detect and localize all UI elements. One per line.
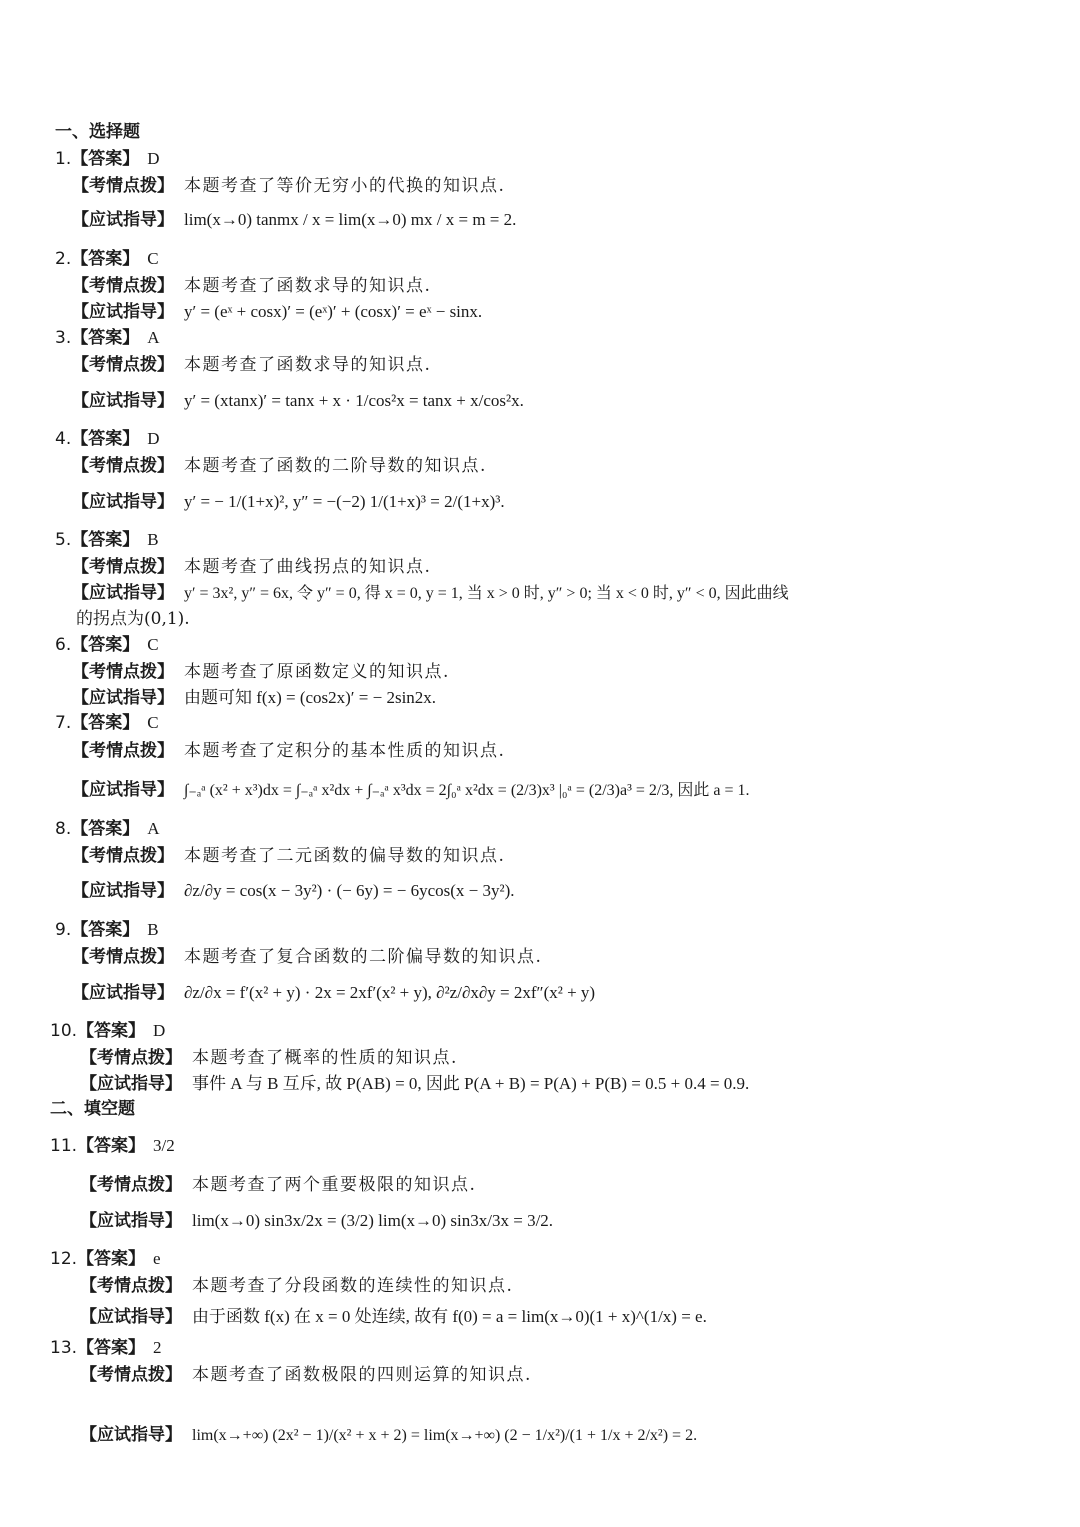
answer-label: 【答案】 (71, 713, 140, 733)
guide-line (72, 205, 516, 230)
guide-label: 【应试指导】 (72, 688, 174, 708)
question-number: 3. (55, 328, 72, 348)
guide-line (80, 1420, 697, 1445)
guide-formula: ∂z/∂x = f′(x² + y) · 2x = 2xf′(x² + y), ∂²z/∂x∂y = 2xf″(x² + y) (184, 983, 596, 1002)
guide-line (72, 978, 595, 1003)
answer-line (50, 1016, 165, 1041)
guide-formula: ∫₋ₐᵃ (x² + x³)dx = ∫₋ₐᵃ x²dx + ∫₋ₐᵃ x³dx = 2∫₀ᵃ x²dx = (2/3)x³ |₀ᵃ = (2/3)a³ = 2/3, 因此 a = 1. (184, 782, 750, 799)
point-line (72, 552, 431, 577)
question-number: 7. (55, 713, 72, 733)
answer-label: 【答案】 (71, 819, 140, 839)
point-line (80, 1043, 458, 1068)
answer-line (55, 424, 160, 449)
guide-formula: lim(x→+∞) (2x² − 1)/(x² + x + 2) = lim(x→+∞) (2 − 1/x²)/(1 + 1/x + 2/x²) = 2. (192, 1427, 698, 1444)
answer-line (50, 1131, 175, 1156)
point-line (72, 350, 431, 375)
point-text: 本题考查了复合函数的二阶偏导数的知识点. (184, 947, 543, 967)
section-title-choice: 一、选择题 (55, 122, 140, 142)
answer-value: B (147, 530, 159, 549)
question-number: 10. (50, 1021, 78, 1041)
answer-label: 【答案】 (71, 635, 140, 655)
point-line (72, 841, 505, 866)
point-line (80, 1360, 532, 1385)
guide-formula: lim(x→0) sin3x/2x = (3/2) lim(x→0) sin3x/3x = 3/2. (192, 1211, 554, 1230)
point-label: 【考情点拨】 (72, 662, 174, 682)
guide-label: 【应试指导】 (72, 302, 174, 322)
answer-line (55, 525, 159, 550)
answer-label: 【答案】 (77, 1021, 146, 1041)
question-number: 12. (50, 1249, 78, 1269)
question-number: 13. (50, 1338, 78, 1358)
guide-label: 【应试指导】 (72, 391, 174, 411)
point-line (72, 736, 505, 761)
answer-value: A (147, 328, 160, 347)
point-line (80, 1271, 513, 1296)
answer-label: 【答案】 (77, 1136, 146, 1156)
point-text: 本题考查了曲线拐点的知识点. (184, 557, 432, 577)
answer-value: D (147, 149, 160, 168)
answer-label: 【答案】 (71, 429, 140, 449)
answer-label: 【答案】 (71, 530, 140, 550)
answer-line (55, 814, 160, 839)
guide-line (72, 775, 750, 800)
answer-label: 【答案】 (77, 1338, 146, 1358)
guide-line (72, 578, 789, 603)
point-label: 【考情点拨】 (80, 1175, 182, 1195)
point-text: 本题考查了函数求导的知识点. (184, 276, 432, 296)
answer-label: 【答案】 (71, 249, 140, 269)
answer-label: 【答案】 (77, 1249, 146, 1269)
guide-line (72, 386, 524, 411)
question-number: 9. (55, 920, 72, 940)
point-text: 本题考查了概率的性质的知识点. (192, 1048, 458, 1068)
point-label: 【考情点拨】 (72, 456, 174, 476)
guide-label: 【应试指导】 (72, 210, 174, 230)
point-label: 【考情点拨】 (72, 947, 174, 967)
guide-label: 【应试指导】 (80, 1074, 182, 1094)
guide-label: 【应试指导】 (80, 1425, 182, 1445)
point-label: 【考情点拨】 (72, 846, 174, 866)
question-number: 6. (55, 635, 72, 655)
answer-label: 【答案】 (71, 328, 140, 348)
guide-formula: ∂z/∂y = cos(x − 3y²) · (− 6y) = − 6ycos(x − 3y²). (184, 881, 515, 900)
answer-line (55, 630, 159, 655)
guide-formula: y′ = (eˣ + cosx)′ = (eˣ)′ + (cosx)′ = eˣ − sinx. (184, 302, 483, 321)
point-text: 本题考查了函数求导的知识点. (184, 355, 432, 375)
question-number: 11. (50, 1136, 78, 1156)
answer-value: D (147, 429, 160, 448)
guide-label: 【应试指导】 (72, 583, 174, 603)
question-number: 4. (55, 429, 72, 449)
point-line (72, 657, 450, 682)
answer-line (50, 1244, 161, 1269)
guide-label: 【应试指导】 (80, 1307, 182, 1327)
answer-label: 【答案】 (71, 920, 140, 940)
answer-line (55, 708, 159, 733)
guide-label: 【应试指导】 (80, 1211, 182, 1231)
guide-formula: 由于函数 f(x) 在 x = 0 处连续, 故有 f(0) = a = lim(x→0)(1 + x)^(1/x) = e. (192, 1307, 707, 1326)
answer-value: 3/2 (153, 1136, 175, 1155)
guide-label: 【应试指导】 (72, 983, 174, 1003)
guide-formula: y′ = 3x², y″ = 6x, 令 y″ = 0, 得 x = 0, y = 1, 当 x > 0 时, y″ > 0; 当 x < 0 时, y″ < 0, 因此曲线 (184, 585, 789, 602)
point-text: 本题考查了等价无穷小的代换的知识点. (184, 176, 506, 196)
answer-value: D (153, 1021, 166, 1040)
answer-line (55, 144, 160, 169)
guide-formula: lim(x→0) tanmx / x = lim(x→0) mx / x = m = 2. (184, 210, 517, 229)
point-label: 【考情点拨】 (72, 741, 174, 761)
section-title-fill: 二、填空题 (50, 1099, 135, 1119)
point-label: 【考情点拨】 (72, 176, 174, 196)
guide-line (80, 1206, 553, 1231)
point-text: 本题考查了函数的二阶导数的知识点. (184, 456, 487, 476)
question-number: 2. (55, 249, 72, 269)
guide-line (80, 1302, 707, 1327)
point-text: 本题考查了二元函数的偏导数的知识点. (184, 846, 506, 866)
answer-line (55, 323, 160, 348)
question-number: 8. (55, 819, 72, 839)
guide-line (72, 876, 515, 901)
answer-value: 2 (153, 1338, 162, 1357)
point-text: 本题考查了原函数定义的知识点. (184, 662, 450, 682)
point-line (80, 1170, 476, 1195)
guide-label: 【应试指导】 (72, 492, 174, 512)
question-number: 5. (55, 530, 72, 550)
point-line (72, 942, 542, 967)
answer-line (55, 244, 159, 269)
guide-line (72, 297, 482, 322)
guide-formula: y′ = − 1/(1+x)², y″ = −(−2) 1/(1+x)³ = 2/(1+x)³. (184, 492, 505, 511)
point-label: 【考情点拨】 (80, 1276, 182, 1296)
guide-formula: 事件 A 与 B 互斥, 故 P(AB) = 0, 因此 P(A + B) = P(A) + P(B) = 0.5 + 0.4 = 0.9. (192, 1074, 750, 1093)
answer-value: e (153, 1249, 161, 1268)
question-number: 1. (55, 149, 72, 169)
answer-value: C (147, 249, 159, 268)
point-label: 【考情点拨】 (72, 557, 174, 577)
point-line (72, 271, 431, 296)
answer-value: B (147, 920, 159, 939)
answer-label: 【答案】 (71, 149, 140, 169)
answer-line (55, 915, 159, 940)
guide-line (80, 1069, 749, 1094)
guide-formula: 由题可知 f(x) = (cos2x)′ = − 2sin2x. (184, 688, 437, 707)
guide-line (72, 487, 505, 512)
point-label: 【考情点拨】 (72, 276, 174, 296)
point-line (72, 451, 487, 476)
guide-label: 【应试指导】 (72, 881, 174, 901)
answer-value: A (147, 819, 160, 838)
answer-line (50, 1333, 162, 1358)
point-text: 本题考查了定积分的基本性质的知识点. (184, 741, 506, 761)
guide-continuation: 的拐点为(0,1). (76, 609, 190, 629)
point-label: 【考情点拨】 (80, 1365, 182, 1385)
point-label: 【考情点拨】 (80, 1048, 182, 1068)
point-text: 本题考查了分段函数的连续性的知识点. (192, 1276, 514, 1296)
point-text: 本题考查了两个重要极限的知识点. (192, 1175, 477, 1195)
answer-value: C (147, 713, 159, 732)
point-label: 【考情点拨】 (72, 355, 174, 375)
guide-line (72, 683, 436, 708)
guide-formula: y′ = (xtanx)′ = tanx + x · 1/cos²x = tanx + x/cos²x. (184, 391, 524, 410)
point-line (72, 171, 505, 196)
answer-value: C (147, 635, 159, 654)
point-text: 本题考查了函数极限的四则运算的知识点. (192, 1365, 532, 1385)
guide-label: 【应试指导】 (72, 780, 174, 800)
